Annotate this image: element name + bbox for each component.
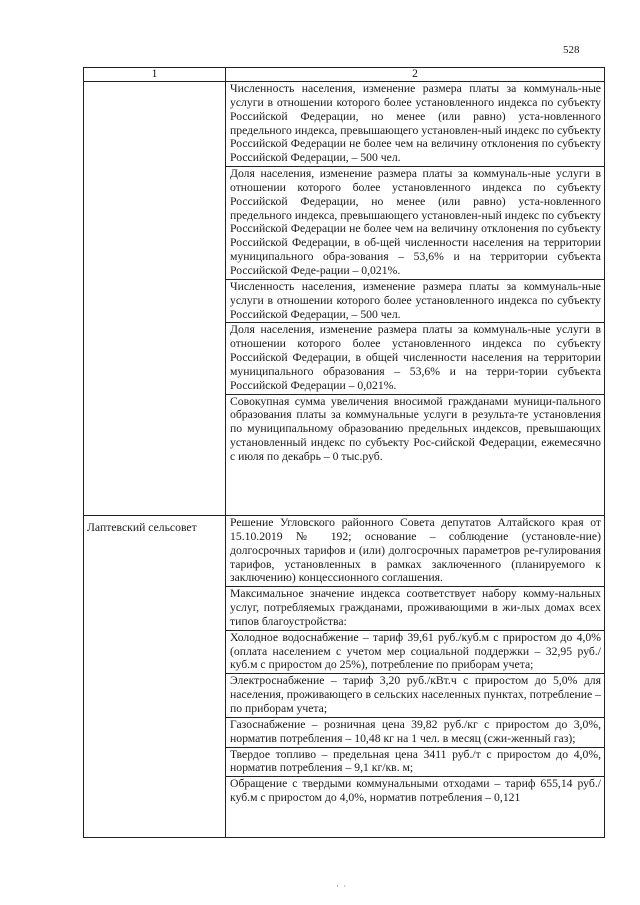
scan-artifact: · · [336, 881, 348, 891]
details-cell [226, 516, 605, 838]
paragraph: Твердое топливо – предельная цена 3411 руб./т с приростом до 4,0%, норматив потребления – 9,1 кг/кв. м; [226, 748, 604, 778]
paragraph: Доля населения, изменение размера платы за коммуналь-ные услуги в отношении которого более установленного индекса по субъекту Российской Федерации, в общей численности населения на территории муниципального образования – 53,6% и на терри-тории субъекта Российской Федерации – 0,021%. [226, 323, 604, 394]
document-table [83, 67, 605, 838]
municipality-cell [84, 516, 226, 838]
header-col-2: 2 [226, 68, 605, 82]
paragraph: Численность населения, изменение размера платы за коммуналь-ные услуги в отношении которого более установленного индекса по субъекту Российской Федерации, но менее (или равно) уста-новленного предельного индекса, превышающего установлен-ный индекс по субъекту Российской Федерации не более чем на величину отклонения по субъекту Российской Федерации, – 500 чел. [226, 82, 604, 167]
indicators-cell [226, 82, 605, 516]
table-row-laptevsky [84, 516, 605, 838]
table-row-continuation [84, 82, 605, 516]
paragraph: Холодное водоснабжение – тариф 39,61 руб./куб.м с приростом до 4,0% (оплата населением с учетом мер социальной поддержки – 32,95 руб./куб.м с приростом до 25%), потребление по приборам учета; [226, 631, 604, 675]
page-number: 528 [563, 44, 580, 56]
municipality-name [84, 82, 225, 87]
paragraph: Обращение с твердыми коммунальными отходами – тариф 655,14 руб./куб.м с приростом до 4,0%, норматив потребления – 0,121 [230, 777, 601, 805]
paragraph: Совокупная сумма увеличения вносимой гражданами муници-пального образования платы за коммунальные услуги в результа-те установления по муниципальному образованию предельных индексов, превышающих установленный индекс по субъекту Рос-сийской Федерации, ежемесячно с июля по декабрь – 0 тыс.руб. [230, 394, 601, 463]
table-header-row [84, 68, 605, 82]
paragraph: Решение Угловского районного Совета депутатов Алтайского края от 15.10.2019 № 192; основание – соблюдение (установле-ние) долгосрочных тарифов и (или) долгосрочных параметров ре-гулирования тарифов, установленных в рамках заключенного (планируемого к заключению) концессионного соглашения. [226, 516, 604, 587]
paragraph: Доля населения, изменение размера платы за коммуналь-ные услуги в отношении которого более установленного индекса по субъекту Российской Федерации, но менее (или равно) уста-новленного предельного индекса, превышающего установлен-ный индекс по субъекту Российской Федерации не более чем на величину отклонения по субъекту Российской Федерации, в об-щей численности населения на территории муниципального обра-зования – 53,6% и на территории субъекта Российской Феде-рации – 0,021%. [226, 167, 604, 280]
header-col-1: 1 [84, 68, 226, 82]
paragraph: Численность населения, изменение размера платы за коммуналь-ные услуги в отношении которого более установленного индекса по субъекту Российской Федерации, – 500 чел. [226, 280, 604, 324]
paragraph: Электроснабжение – тариф 3,20 руб./кВт.ч с приростом до 5,0% для населения, проживающего в сельских населенных пунктах, потребление – по приборам учета; [226, 674, 604, 718]
paragraph: Газоснабжение – розничная цена 39,82 руб./кг с приростом до 3,0%, норматив потребления – 10,48 кг на 1 чел. в месяц (сжи-женный газ); [226, 718, 604, 748]
municipality-name: Лаптевский сельсовет [87, 521, 197, 534]
paragraph: Максимальное значение индекса соответствует набору комму-нальных услуг, потребляемых гражданами, проживающими в жи-лых домах всех типов благоустройства: [226, 587, 604, 631]
municipality-cell-empty [84, 82, 226, 516]
